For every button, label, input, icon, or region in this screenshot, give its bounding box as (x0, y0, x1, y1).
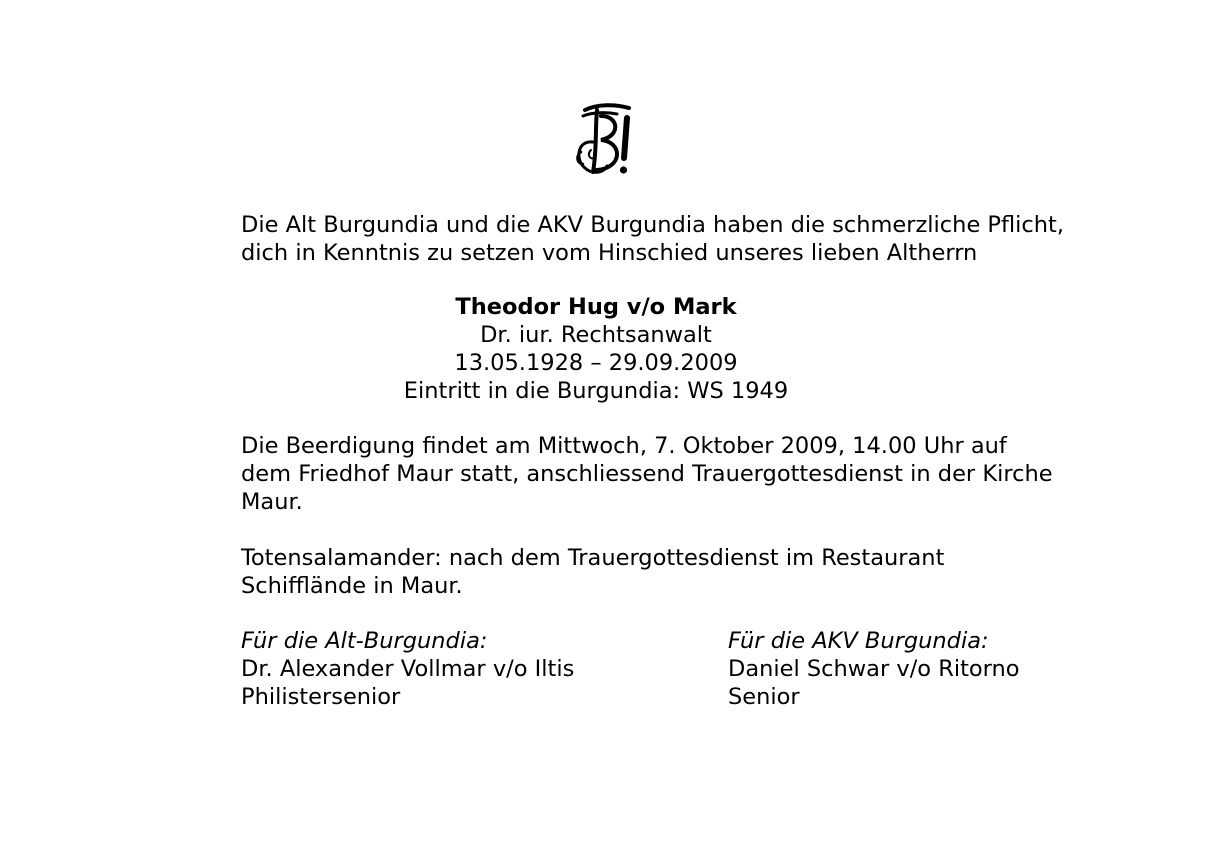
deceased-dates: 13.05.1928 – 29.09.2009 (454, 350, 738, 376)
reception-paragraph (241, 544, 1141, 600)
intro-line: Die Alt Burgundia und die AKV Burgundia haben die schmerzliche Pflicht, (241, 212, 1065, 238)
signature-name: Daniel Schwar v/o Ritorno (728, 656, 1020, 682)
funeral-line: dem Friedhof Maur statt, anschliessend Trauergottesdienst in der Kirche (241, 461, 1053, 487)
deceased-name: Theodor Hug v/o Mark (455, 294, 737, 320)
signature-heading: Für die Alt-Burgundia: (241, 628, 488, 654)
signature-role: Philistersenior (241, 684, 401, 710)
funeral-paragraph (241, 432, 1141, 516)
reception-line: Totensalamander: nach dem Trauergottesdienst im Restaurant (241, 545, 945, 571)
funeral-line: Die Beerdigung findet am Mittwoch, 7. Oktober 2009, 14.00 Uhr auf (241, 433, 1007, 459)
deceased-details (296, 293, 896, 405)
signature-name: Dr. Alexander Vollmar v/o Iltis (241, 656, 575, 682)
signature-akv-burgundia (728, 627, 1020, 711)
burgundia-monogram-icon (571, 102, 639, 180)
signature-heading: Für die AKV Burgundia: (728, 628, 989, 654)
intro-paragraph (241, 211, 1141, 267)
funeral-line: Maur. (241, 489, 303, 515)
deceased-title: Dr. iur. Rechtsanwalt (480, 322, 712, 348)
reception-line: Schifflände in Maur. (241, 573, 463, 599)
deceased-entry: Eintritt in die Burgundia: WS 1949 (403, 378, 789, 404)
signature-role: Senior (728, 684, 800, 710)
intro-line: dich in Kenntnis zu setzen vom Hinschied unseres lieben Altherrn (241, 240, 978, 266)
signature-alt-burgundia (241, 627, 574, 711)
